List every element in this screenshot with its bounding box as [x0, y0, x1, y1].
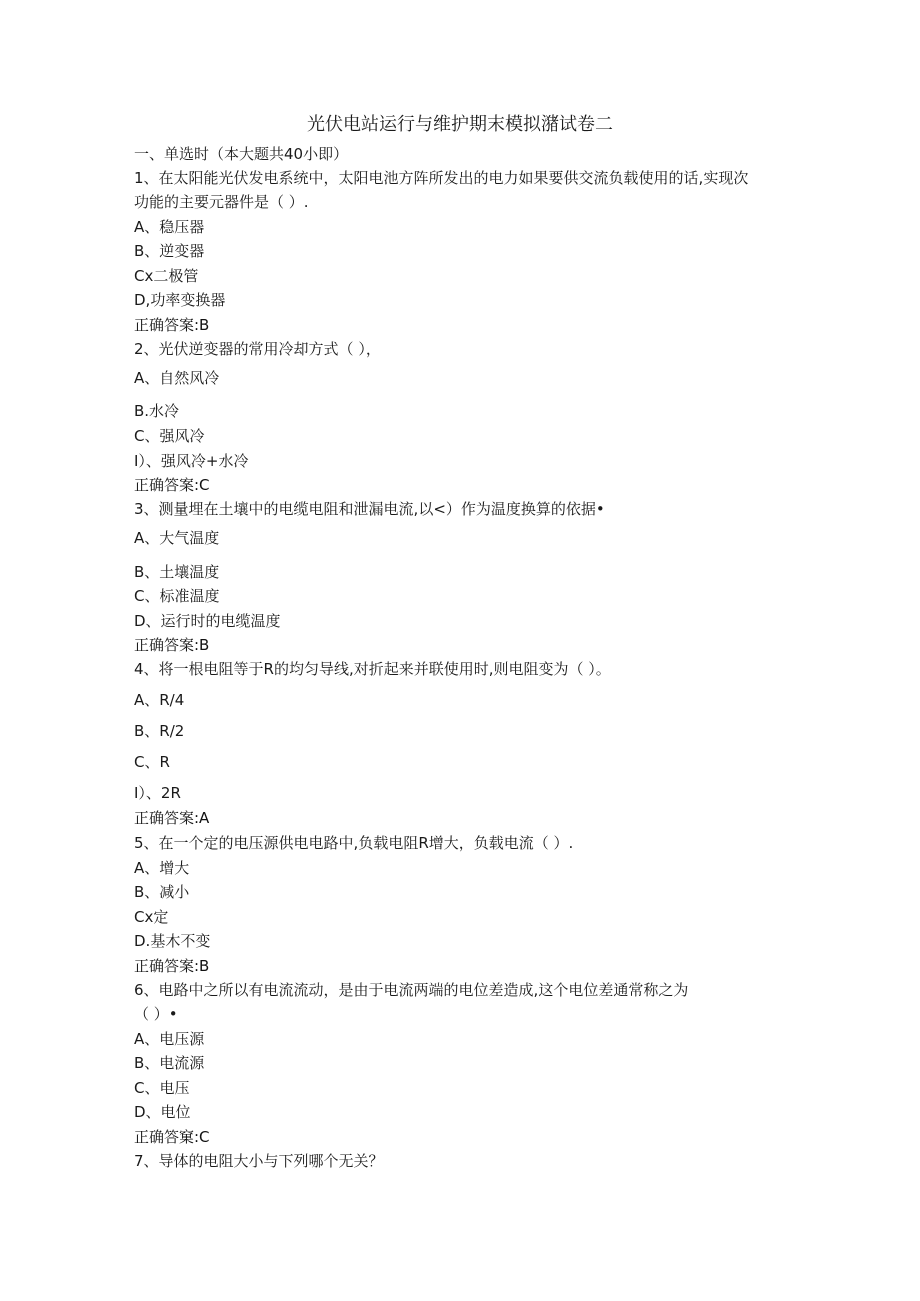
question-5-option-d: D.基木不变: [134, 932, 211, 950]
question-1-stem-line-2: 功能的主要元器件是（ ）.: [134, 193, 309, 211]
question-3-option-d: D、运行时的电缆温度: [134, 612, 281, 630]
question-1-option-d: D,功率变换器: [134, 291, 226, 309]
question-6-option-d: D、电位: [134, 1103, 191, 1121]
page-title: 光伏电站运行与维护期末模拟潴试卷二: [307, 114, 613, 135]
question-2-option-d: I）、强风冷+水冷: [134, 452, 249, 470]
question-2-answer: 正确答案:C: [134, 476, 210, 494]
question-4-option-d: I）、2R: [134, 784, 181, 802]
question-1-stem-line-1: 1、在太阳能光伏发电系统中，太阳电池方阵所发出的电力如果要供交流负载使用的话,实现次: [134, 169, 749, 187]
question-1-option-b: B、逆变器: [134, 242, 205, 260]
question-3-option-b: B、土壤温度: [134, 563, 220, 581]
question-2-option-a: A、自然风冷: [134, 369, 220, 387]
question-4-option-c: C、R: [134, 753, 170, 771]
question-4-option-a: A、R/4: [134, 691, 185, 709]
question-3-answer: 正确答案:B: [134, 636, 210, 654]
question-3-stem: 3、测量埋在土壤中的电缆电阻和泄漏电流,以<）作为温度换算的依据•: [134, 500, 605, 518]
question-6-answer: 正确答窠:C: [134, 1128, 210, 1146]
question-4-option-b: B、R/2: [134, 722, 185, 740]
question-2-stem: 2、光伏逆变器的常用冷却方式（ ），: [134, 340, 381, 358]
question-6-option-a: A、电压源: [134, 1030, 205, 1048]
question-7-stem: 7、导体的电阻大小与下列哪个无关？: [134, 1152, 384, 1170]
question-4-answer: 正确答案:A: [134, 809, 210, 827]
question-6-option-c: C、电压: [134, 1079, 190, 1097]
question-2-option-c: C、强风冷: [134, 427, 205, 445]
question-5-option-b: B、减小: [134, 883, 190, 901]
section-heading: 一、单选时（本大题共40小即）: [134, 145, 349, 163]
question-3-option-c: C、标准温度: [134, 587, 220, 605]
question-6-stem-line-1: 6、电路中之所以有电流流动，是由于电流两端的电位差造成,这个电位差通常称之为: [134, 981, 689, 999]
question-2-option-b: B.水冷: [134, 402, 180, 420]
question-6-stem-line-2: （ ）•: [134, 1005, 178, 1023]
question-1-option-a: A、稳压器: [134, 218, 205, 236]
question-5-stem: 5、在一个定的电压源供电电路中,负载电阻R增大，负载电流（ ）.: [134, 834, 574, 852]
question-3-option-a: A、大气温度: [134, 529, 220, 547]
question-4-stem: 4、将一根电阻等于R的均匀导线,对折起来并联使用时,则电阻变为（ ）。: [134, 660, 611, 678]
question-1-option-c: Cx二极管: [134, 267, 199, 285]
question-5-answer: 正确答案:B: [134, 957, 210, 975]
question-1-answer: 正确答案:B: [134, 316, 210, 334]
question-5-option-c: Cx定: [134, 908, 169, 926]
question-5-option-a: A、增大: [134, 859, 190, 877]
question-6-option-b: B、电流源: [134, 1054, 205, 1072]
